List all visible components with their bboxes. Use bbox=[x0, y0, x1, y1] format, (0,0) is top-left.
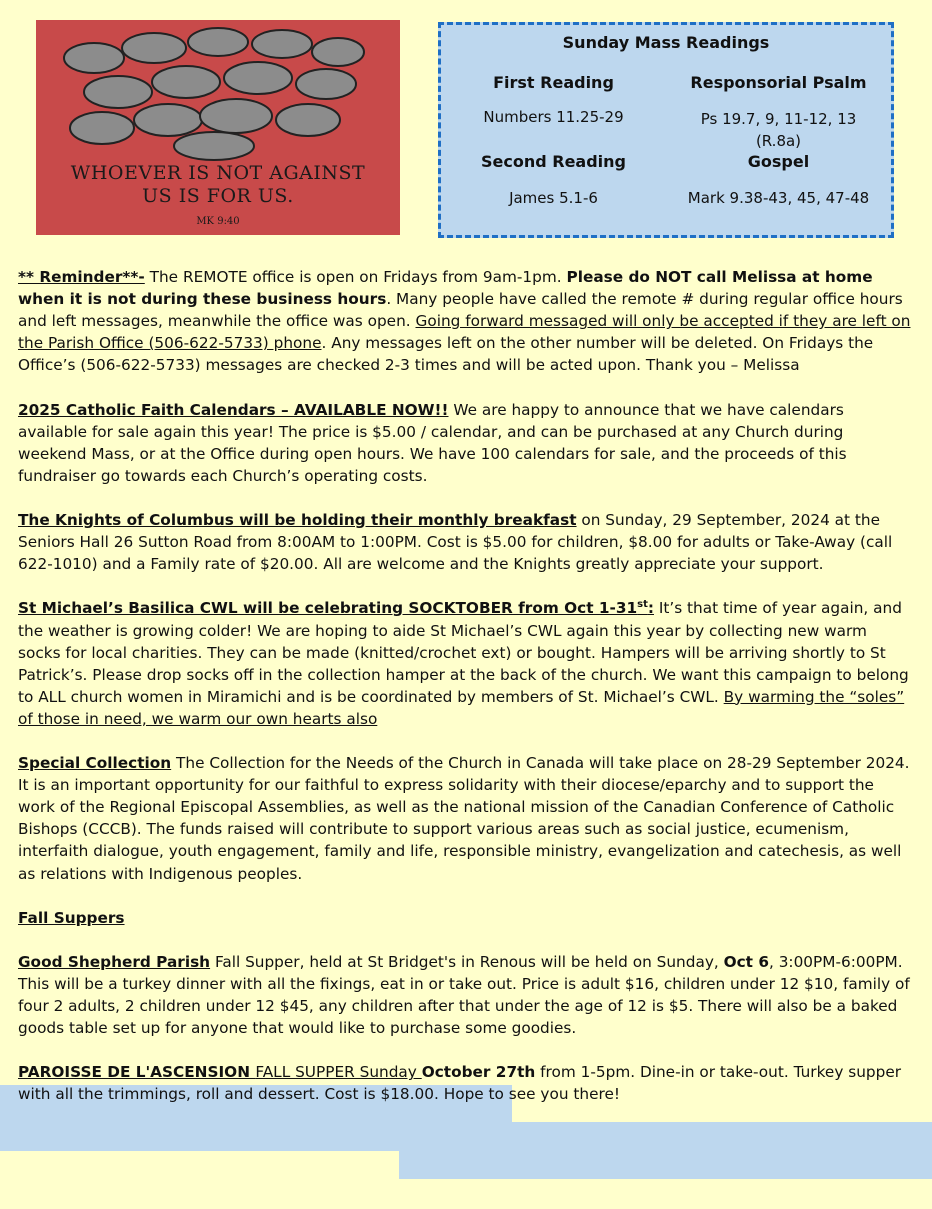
fall-suppers-heading: Fall Suppers bbox=[18, 908, 125, 927]
knights-text: on Sunday, 29 September, 2024 at the Seniors Hall 26 Sutton Road from 8:00AM to 1:00PM. Cost is $5.00 for children, $8.00 for adults or Take-Away (call 622-1010) and a Family rate of $20.00. All are welcome and the Knights greatly appreciate your support. bbox=[18, 511, 893, 574]
quote-line: US IS FOR US. bbox=[142, 185, 294, 207]
good-shepherd-date: Oct 6 bbox=[723, 952, 769, 971]
reminder-text: . Any messages left on the other number will be deleted. On Fridays the Office’s (506-622-5733) messages are checked 2-3 times and will be acted upon. Thank you – Melissa bbox=[18, 334, 874, 375]
special-collection-text: The Collection for the Needs of the Church in Canada will take place on 28-29 September 2024. It is an important opportunity for our faithful to express solidarity with their diocese/eparchy and to support the work of the Regional Episcopal Assemblies, as well as the national mission of the Canadian Conference of Catholic Bishops (CCCB). The funds raised will contribute to support various areas such as social justice, ecumenism, interfaith dialogue, youth engagement, family and life, responsible ministry, evangelization and catechesis, as well as relations with Indigenous peoples. bbox=[18, 754, 910, 883]
first-reading-value: Numbers 11.25-29 bbox=[483, 108, 624, 126]
cwl-underlined: By warming the “soles” of those in need, we warm our own hearts also bbox=[18, 687, 905, 728]
good-shepherd-text: Fall Supper, held at St Bridget's in Renous will be held on Sunday, bbox=[210, 952, 724, 971]
cwl-heading-text: St Michael’s Basilica CWL will be celebrating SOCKTOBER from Oct 1-31 bbox=[18, 599, 638, 618]
second-reading-value: James 5.1-6 bbox=[509, 189, 598, 207]
knights-paragraph bbox=[18, 509, 914, 575]
psalm-response: (R.8a) bbox=[755, 132, 802, 150]
cwl-paragraph bbox=[18, 597, 914, 730]
ascension-heading: PAROISSE DE L'ASCENSION bbox=[18, 1063, 256, 1082]
quote-line: WHOEVER IS NOT AGAINST bbox=[70, 162, 366, 184]
reminder-heading: ** Reminder**- bbox=[18, 268, 145, 286]
reminder-text: . Many people have called the remote # during regular office hours and left messages, meanwhile the office was open. bbox=[18, 290, 903, 331]
good-shepherd-paragraph bbox=[18, 951, 914, 1039]
calendars-paragraph bbox=[18, 399, 914, 487]
good-shepherd-heading: Good Shepherd Parish bbox=[18, 952, 211, 971]
calendars-text: We are happy to announce that we have calendars available for sale again this year! The price is $5.00 / calendar, and can be purchased at any Church during weekend Mass, or at the Office during open hours. We have 100 calendars for sale, and the proceeds of this fundraiser go towards each Church’s operating costs. bbox=[18, 400, 847, 485]
psalm-label: Responsorial Psalm bbox=[690, 73, 867, 92]
gospel-label: Gospel bbox=[747, 152, 810, 171]
bulletin-content bbox=[18, 266, 914, 1128]
fall-suppers-paragraph bbox=[18, 907, 914, 929]
ascension-paragraph bbox=[18, 1061, 914, 1105]
reminder-underlined: Going forward messaged will only be accepted if they are left on the Parish Office (506-622-5733) phone bbox=[18, 312, 911, 353]
knights-heading: The Knights of Columbus will be holding their monthly breakfast bbox=[18, 511, 577, 530]
ascension-text: from 1-5pm. Dine-in or take-out. Turkey supper with all the trimmings, roll and dessert. Cost is $18.00. Hope to see you there! bbox=[18, 1063, 902, 1104]
reminder-paragraph bbox=[18, 266, 914, 376]
mass-readings-box bbox=[438, 22, 894, 238]
cwl-heading-colon: : bbox=[647, 599, 654, 618]
special-collection-heading: Special Collection bbox=[18, 754, 172, 773]
scripture-image bbox=[36, 20, 400, 235]
first-reading-label: First Reading bbox=[493, 73, 614, 92]
reminder-text: The REMOTE office is open on Fridays from 9am-1pm. bbox=[144, 268, 567, 286]
special-collection-paragraph bbox=[18, 752, 914, 885]
gospel-value: Mark 9.38-43, 45, 47-48 bbox=[687, 189, 870, 207]
reminder-warning: Please do NOT call Melissa at home when it is not during these business hours bbox=[18, 268, 873, 309]
good-shepherd-text: , 3:00PM-6:00PM. This will be a turkey dinner with all the fixings, eat in or take out. Price is adult $16, children under 12 $10, family of four 2 adults, 2 children under 12 $45, any children after that under the age of 12 is $5. There will also be a baked goods table set up for anyone that would like to purchase some goodies. bbox=[18, 952, 910, 1038]
cwl-heading bbox=[18, 599, 654, 617]
scripture-reference: MK 9:40 bbox=[196, 216, 240, 227]
cwl-text: It’s that time of year again, and the weather is growing colder! We are hoping to aide St Michael’s CWL again this year by collecting new warm socks for local charities. They can be made (knitted/crochet ext) or bought. Hampers will be arriving shortly to St Patrick’s. Please drop socks off in the collection hamper at the back of the church. We want this campaign to belong to ALL church women in Miramichi and is be coordinated by members of St. Michael’s CWL. bbox=[18, 599, 909, 706]
calendars-heading: 2025 Catholic Faith Calendars – AVAILABLE NOW!! bbox=[18, 400, 449, 419]
ascension-text: FALL SUPPER Sunday bbox=[255, 1063, 422, 1082]
cwl-heading-sup: st bbox=[637, 599, 648, 611]
ascension-date: October 27th bbox=[421, 1063, 536, 1082]
second-reading-label: Second Reading bbox=[480, 152, 626, 171]
scripture-quote bbox=[36, 162, 400, 208]
readings-title: Sunday Mass Readings bbox=[562, 33, 770, 52]
psalm-value: Ps 19.7, 9, 11-12, 13 bbox=[700, 110, 857, 128]
highlight-block bbox=[399, 1122, 932, 1179]
